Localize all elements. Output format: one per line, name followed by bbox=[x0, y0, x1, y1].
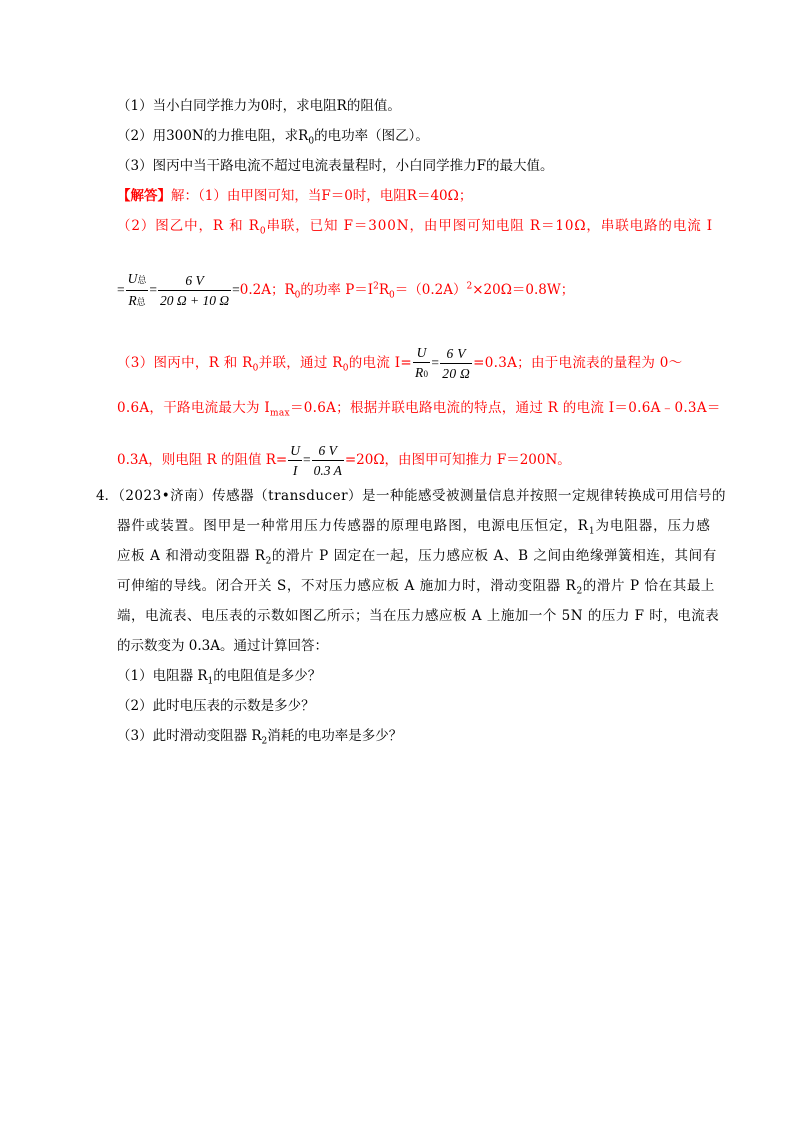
answer-line3: = $\frac{\text{U总}}{\text{R总}}$ = $\frac{6 V}{20 \Omega + 10 \Omega}$ =0.2A；$R_0$的功率 $P=I^2R_0=(0.2A)^2\times 20\Omega=0.8W$； bbox=[117, 270, 574, 311]
q4-line4: 可伸缩的导线。闭合开关 S，不对压力感应板 A 施加力时，滑动变阻器 $R_2$的滑片 P 恰在其最上 bbox=[117, 578, 716, 597]
fraction-6v-20: $\frac{6 V}{20 \Omega}$ bbox=[442, 346, 471, 381]
q4-line6: 的示数变为 0.3A。通过计算回答： bbox=[117, 638, 329, 654]
answer-line2: （2）图乙中，R 和 $R_0$串联，已知 F＝300N，由甲图可知电阻 R＝10Ω，串联电路的电流 I bbox=[117, 218, 714, 237]
q3-sub2: （2）用300N的力推电阻，求$R_0$的电功率（图乙）。 bbox=[117, 128, 429, 147]
answer-line5: 0.6A，干路电流最大为 $I_{max}=0.6A$；根据并联电路电流的特点，通过 R 的电流 I＝0.6A﹣0.3A＝ bbox=[117, 400, 721, 419]
answer-tag: 【解答】 bbox=[117, 188, 171, 204]
q3-sub3: （3）图丙中当干路电流不超过电流表量程时，小白同学推力F的最大值。 bbox=[117, 158, 554, 174]
q4-sub3: （3）此时滑动变阻器 $R_2$消耗的电功率是多少？ bbox=[117, 728, 403, 747]
q3-sub1: （1）当小白同学推力为0时，求电阻R的阻值。 bbox=[117, 98, 401, 114]
fraction-u-i: $\frac{U}{I}$ bbox=[290, 443, 300, 478]
answer-line1: 【解答】解：（1）由甲图可知，当F＝0时，电阻R＝40Ω； bbox=[117, 188, 473, 204]
q4-line5: 端，电流表、电压表的示数如图乙所示；当在压力感应板 A 上施加一个 5N 的压力 F 时，电流表 bbox=[117, 608, 720, 624]
fraction-6v-03: $\frac{6 V}{0.3 A}$ bbox=[313, 443, 342, 478]
fraction-u-r0: $\frac{U}{R0}$ bbox=[414, 345, 429, 380]
q4-line1: 4．（2023•济南）传感器（transducer）是一种能感受被测量信息并按照一定规律转换成可用信号的 bbox=[96, 488, 727, 504]
q4-number: 4． bbox=[96, 488, 119, 504]
answer-line4: （3）图丙中，R 和 $R_0$并联，通过 $R_0$的电流 I= $\frac{U}{R0}$ = $\frac{6 V}{20 \Omega}$ =0.3A；由于电流表的量程为 0～ bbox=[117, 345, 683, 381]
q4-line2: 器件或装置。图甲是一种常用压力传感器的原理电路图，电源电压恒定，$R_1$为电阻器，压力感 bbox=[117, 518, 711, 537]
fraction-series: $\frac{6 V}{20 \Omega + 10 \Omega}$ bbox=[160, 273, 230, 308]
q4-sub1: （1）电阻器 $R_1$的电阻值是多少？ bbox=[117, 668, 322, 687]
q4-sub2: （2）此时电压表的示数是多少？ bbox=[117, 698, 315, 714]
q4-line3: 应板 A 和滑动变阻器 $R_2$的滑片 P 固定在一起，压力感应板 A、B 之间由绝缘弹簧相连，其间有 bbox=[117, 548, 717, 567]
fraction-total: $\frac{\text{U总}}{\text{R总}}$ bbox=[127, 271, 147, 308]
answer-line6: 0.3A，则电阻 R 的阻值 R= $\frac{U}{I}$ = $\frac{6 V}{0.3 A}$ =20Ω，由图甲可知推力 F＝200N。 bbox=[117, 443, 571, 478]
